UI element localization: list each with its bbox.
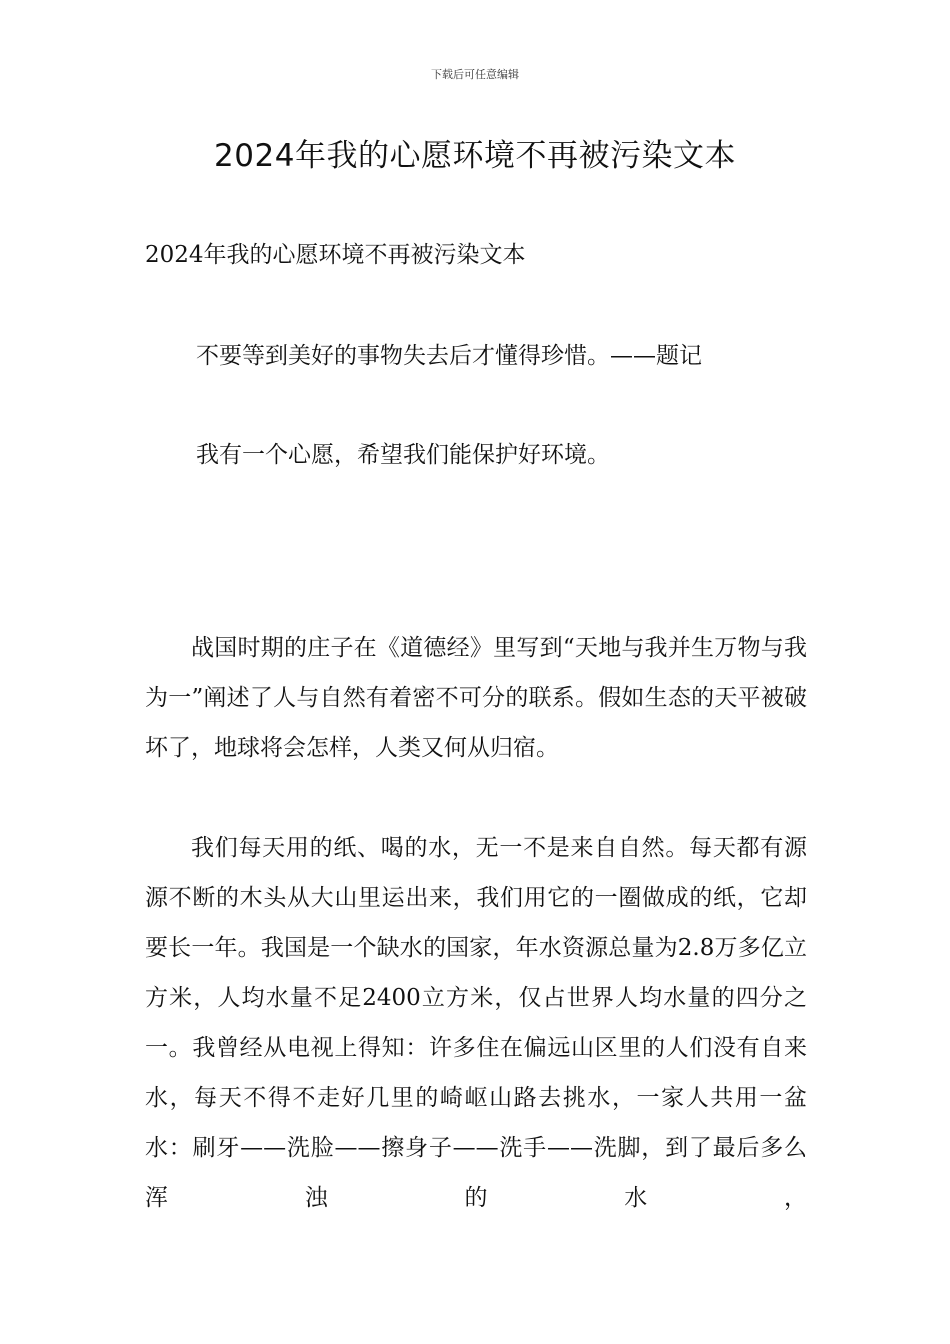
paragraph-water: 我们每天用的纸、喝的水，无一不是来自自然。每天都有源源不断的木头从大山里运出来，我们用它的一圈做成的纸，它却要长一年。我国是一个缺水的国家，年水资源总量为2.8万多亿立方米，人均水量不足2400立方米，仅占世界人均水量的四分之一。我曾经从电视上得知：许多住在偏远山区里的人们没有自来水，每天不得不走好几里的崎岖山路去挑水，一家人共用一盆水：刷牙——洗脸——擦身子——洗手——洗脚，到了最后多么浑浊的水， — [145, 835, 807, 1211]
document-subtitle: 2024年我的心愿环境不再被污染文本 — [145, 242, 526, 268]
page-title: 2024年我的心愿环境不再被污染文本 — [214, 138, 736, 174]
paragraph-zhuangzi: 战国时期的庄子在《道德经》里写到“天地与我并生万物与我为一”阐述了人与自然有着密不可分的联系。假如生态的天平被破坏了，地球将会怎样，人类又何从归宿。 — [145, 635, 807, 761]
wish-line: 我有一个心愿，希望我们能保护好环境。 — [196, 442, 610, 468]
epigraph: 不要等到美好的事物失去后才懂得珍惜。——题记 — [196, 343, 702, 369]
header-note: 下载后可任意编辑 — [431, 68, 519, 81]
